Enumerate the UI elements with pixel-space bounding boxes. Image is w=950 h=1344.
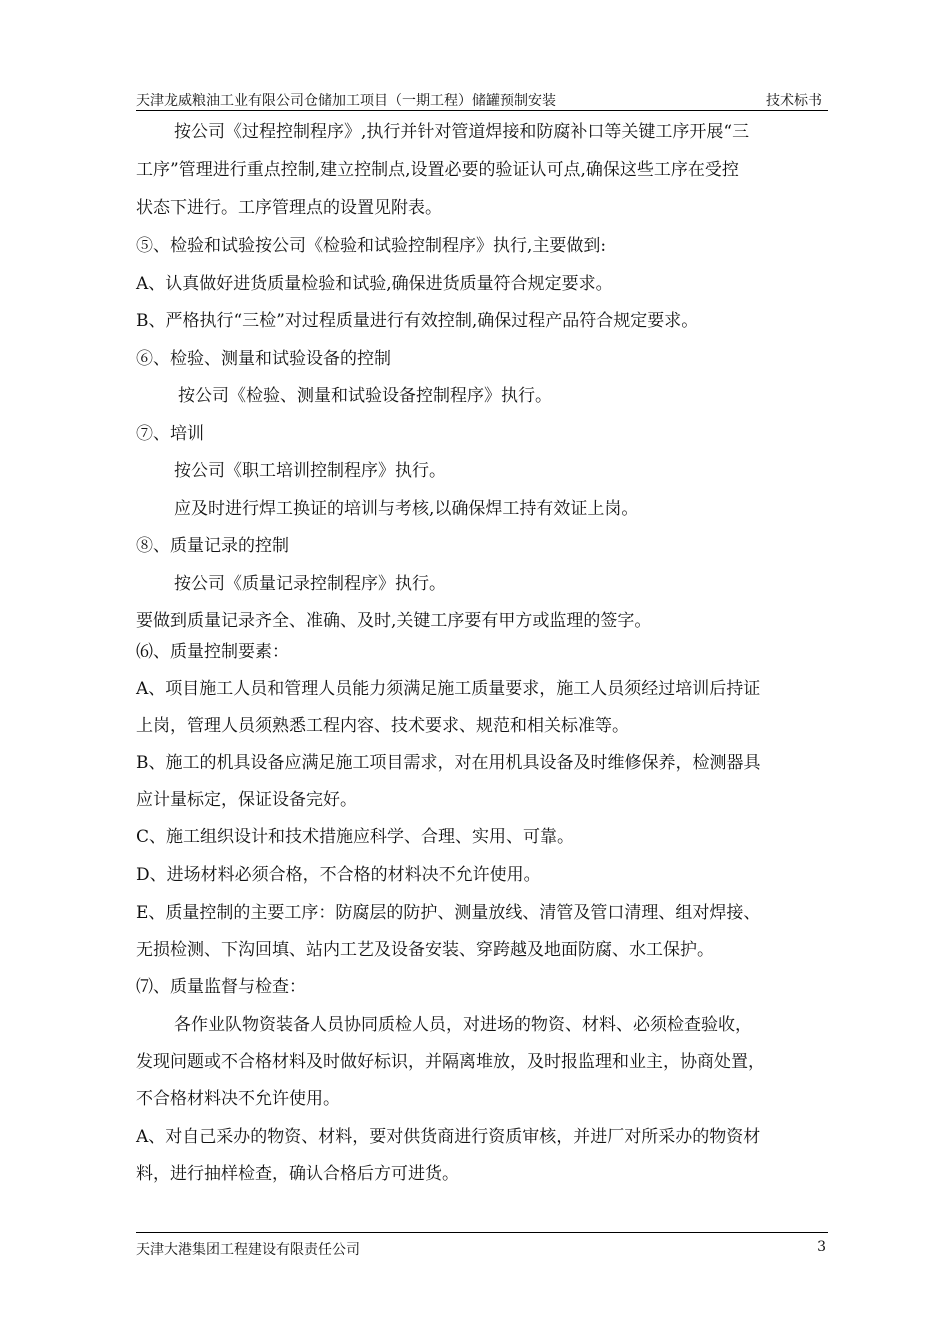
- text-line: E、质量控制的主要工序：防腐层的防护、测量放线、清管及管口清理、组对焊接、: [136, 903, 761, 923]
- section-heading: ⑧、质量记录的控制: [136, 536, 289, 556]
- text-line: 按公司《过程控制程序》,执行并针对管道焊接和防腐补口等关键工序开展“三: [174, 122, 750, 142]
- text-line: 按公司《检验、测量和试验设备控制程序》执行。: [178, 386, 552, 406]
- text-line: 按公司《职工培训控制程序》执行。: [174, 461, 446, 481]
- header-title: 天津龙威粮油工业有限公司仓储加工项目（一期工程）储罐预制安装: [136, 93, 556, 109]
- text-line: A、对自己采办的物资、材料，要对供货商进行资质审核，并进厂对所采办的物资材: [136, 1127, 761, 1147]
- text-line: 应计量标定，保证设备完好。: [136, 790, 357, 810]
- text-line: 状态下进行。工序管理点的设置见附表。: [136, 198, 442, 218]
- text-line: 各作业队物资装备人员协同质检人员，对进场的物资、材料、必须检查验收，: [174, 1015, 752, 1035]
- section-heading: ⑥、检验、测量和试验设备的控制: [136, 349, 391, 369]
- text-line: 不合格材料决不允许使用。: [136, 1089, 340, 1109]
- text-line: C、施工组织设计和技术措施应科学、合理、实用、可靠。: [136, 827, 575, 847]
- page-footer: [136, 1232, 828, 1259]
- text-line: D、进场材料必须合格，不合格的材料决不允许使用。: [136, 865, 541, 885]
- text-line: 工序”管理进行重点控制,建立控制点,设置必要的验证认可点,确保这些工序在受控: [136, 160, 739, 180]
- text-line: 无损检测、下沟回填、站内工艺及设备安装、穿跨越及地面防腐、水工保护。: [136, 940, 714, 960]
- section-heading: ⑤、检验和试验按公司《检验和试验控制程序》执行,主要做到:: [136, 236, 607, 256]
- text-line: 要做到质量记录齐全、准确、及时,关键工序要有甲方或监理的签字。: [136, 611, 652, 631]
- text-line: A、项目施工人员和管理人员能力须满足施工质量要求，施工人员须经过培训后持证: [136, 679, 761, 699]
- page-number: 3: [817, 1239, 826, 1255]
- page-header: [136, 88, 828, 111]
- section-heading: ⑦、培训: [136, 424, 204, 444]
- header-doc-label: 技术标书: [766, 93, 822, 109]
- text-line: 应及时进行焊工换证的培训与考核,以确保焊工持有效证上岗。: [174, 499, 639, 519]
- footer-company: 天津大港集团工程建设有限责任公司: [136, 1242, 360, 1258]
- text-line: 料，进行抽样检查，确认合格后方可进货。: [136, 1164, 459, 1184]
- text-line: 发现问题或不合格材料及时做好标识，并隔离堆放，及时报监理和业主，协商处置，: [136, 1052, 765, 1072]
- text-line: B、严格执行“三检”对过程质量进行有效控制,确保过程产品符合规定要求。: [136, 311, 699, 331]
- text-line: A、认真做好进货质量检验和试验,确保进货质量符合规定要求。: [136, 274, 613, 294]
- text-line: B、施工的机具设备应满足施工项目需求，对在用机具设备及时维修保养，检测器具: [136, 753, 761, 773]
- section-heading: ⑺、质量监督与检查：: [136, 977, 306, 997]
- text-line: 按公司《质量记录控制程序》执行。: [174, 574, 446, 594]
- text-line: 上岗，管理人员须熟悉工程内容、技术要求、规范和相关标准等。: [136, 716, 629, 736]
- section-heading: ⑹、质量控制要素：: [136, 642, 289, 662]
